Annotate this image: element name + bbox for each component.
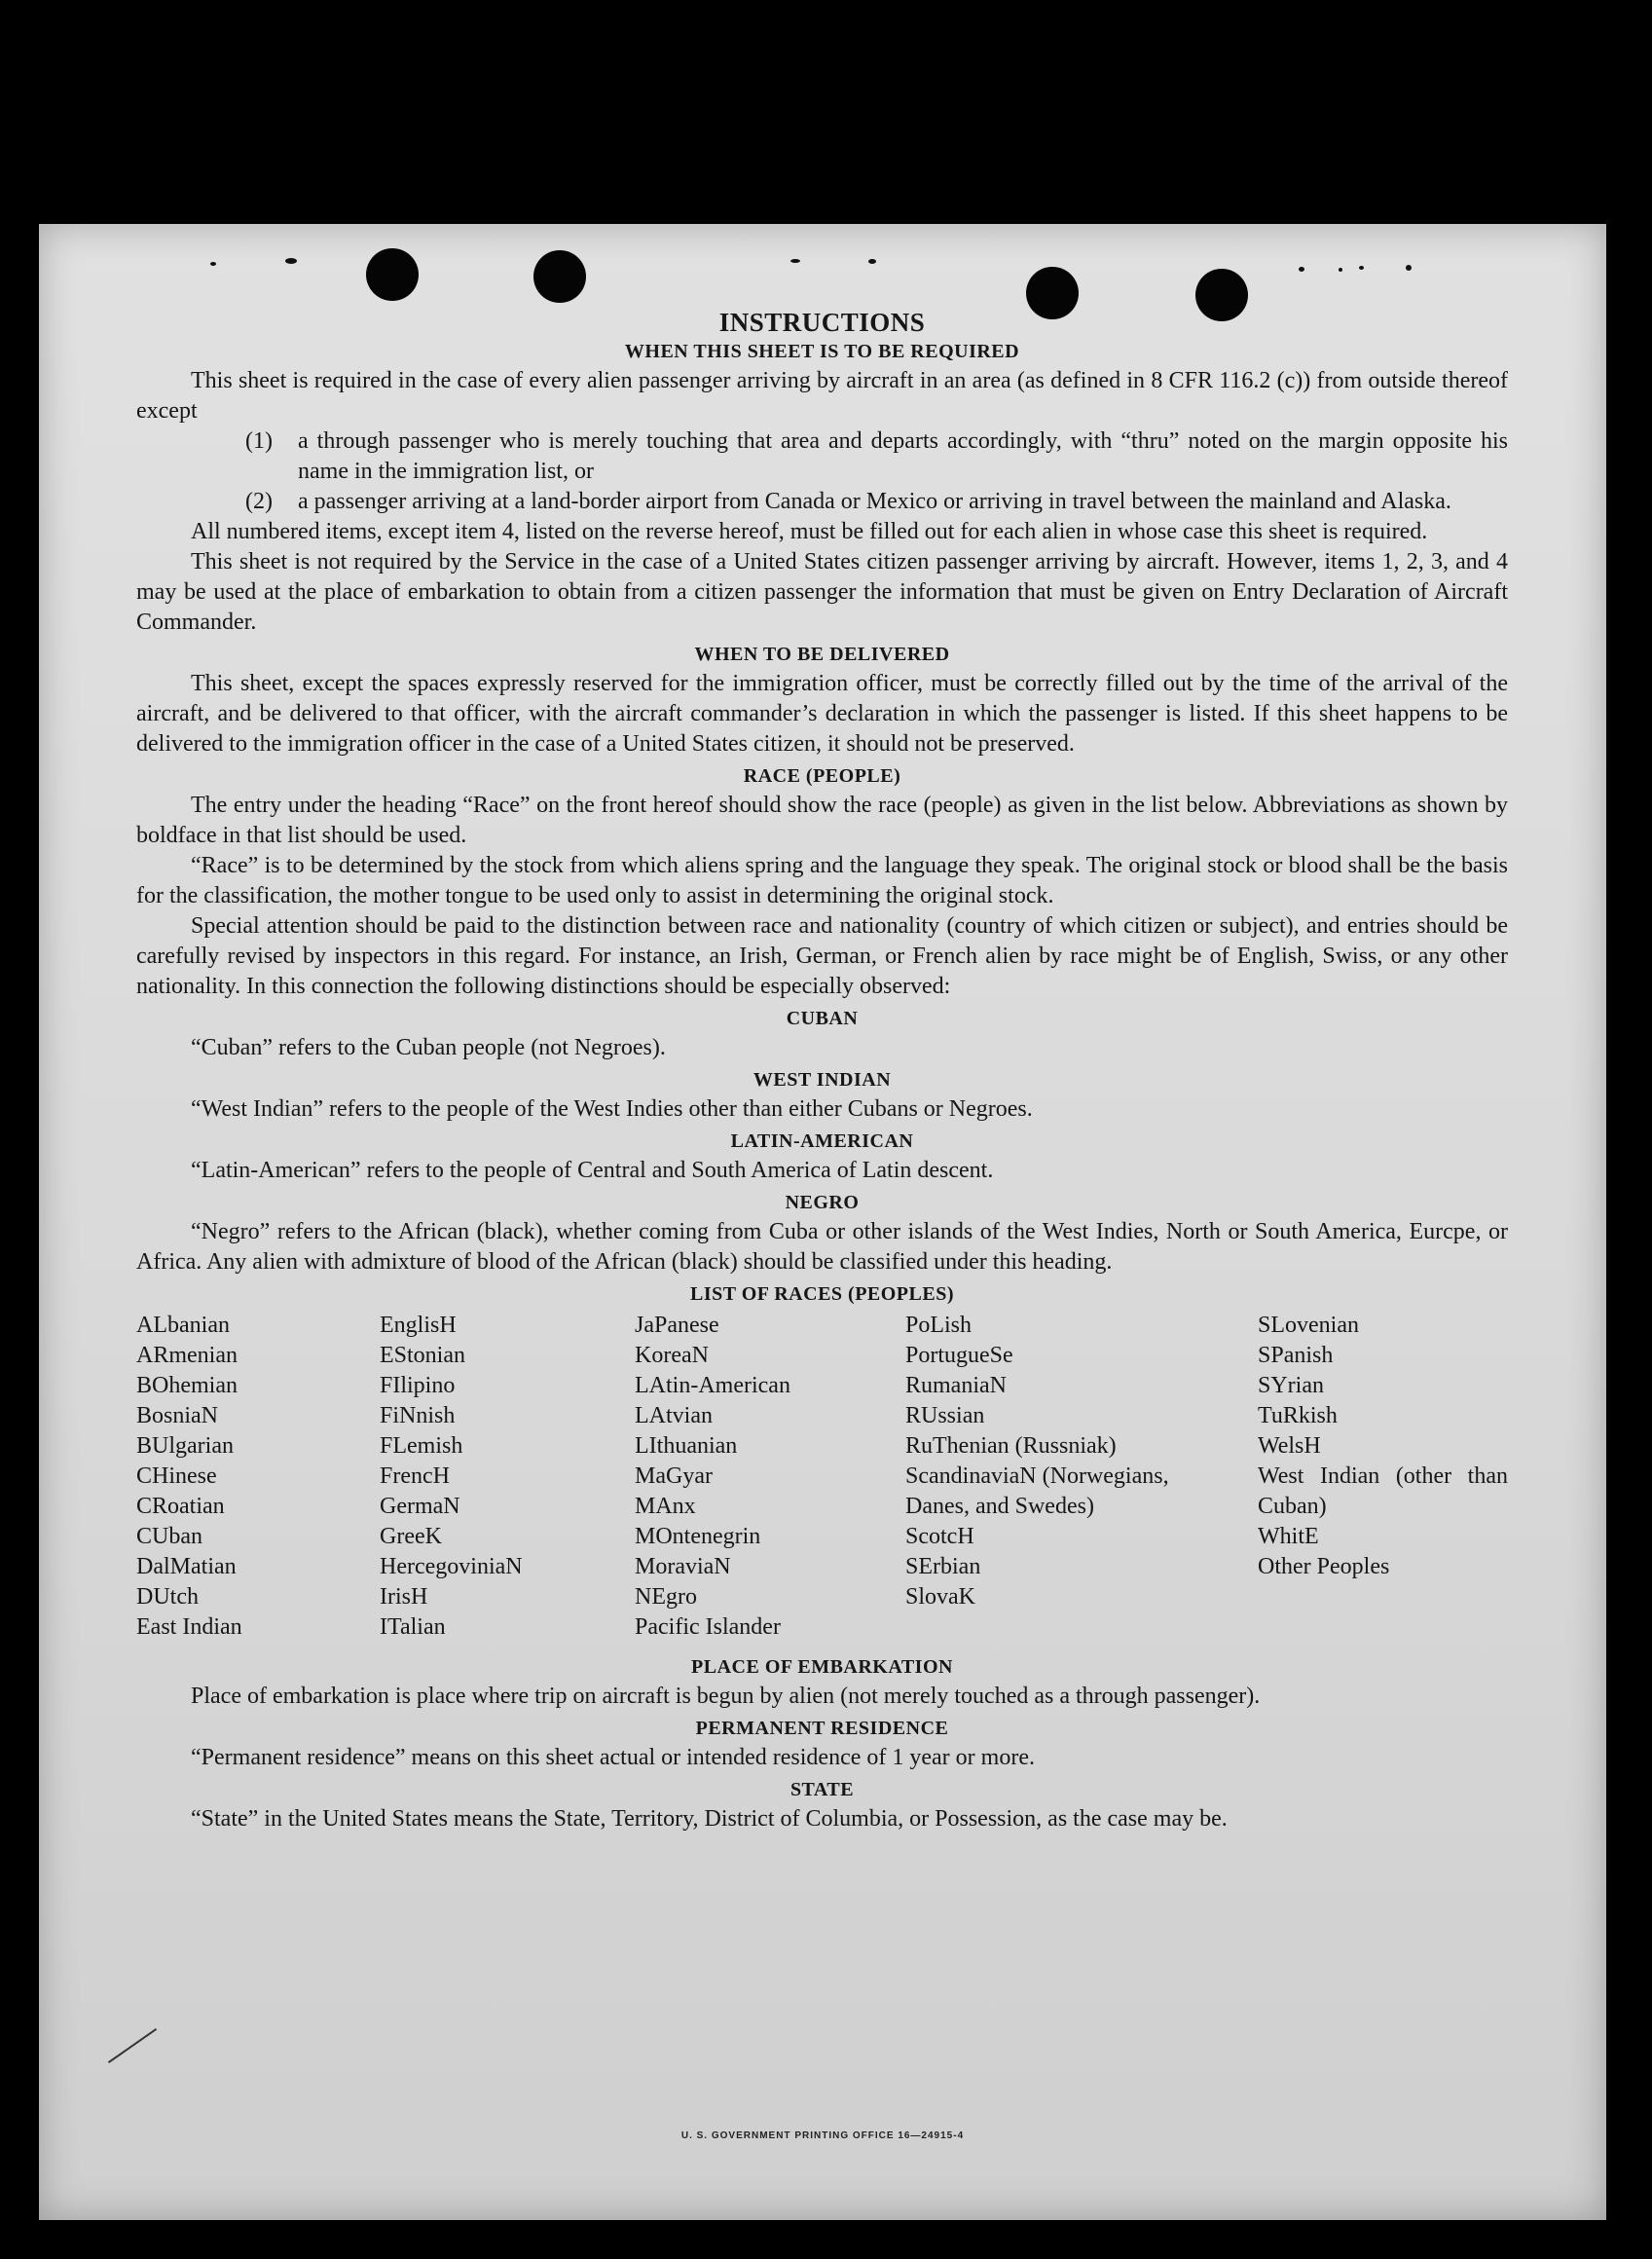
race-item: MOntenegrin — [635, 1524, 761, 1549]
latin-american-paragraph: “Latin-American” refers to the people of Central and South America of Latin descent. — [191, 1158, 994, 1183]
race-item: SLovenian — [1258, 1313, 1359, 1338]
race-item: FLemish — [380, 1433, 463, 1459]
race-item: WhitE — [1258, 1524, 1319, 1549]
race-column-2 — [380, 1311, 635, 1643]
race-item: SlovaK — [905, 1584, 975, 1610]
race-item: IrisH — [380, 1584, 428, 1610]
section-heading-when-delivered: WHEN TO BE DELIVERED — [694, 644, 950, 665]
section-heading-state: STATE — [789, 1779, 855, 1800]
race-item: Pacific Islander — [635, 1614, 781, 1640]
race-column-5 — [1258, 1311, 1508, 1643]
race-item: BUlgarian — [136, 1433, 234, 1459]
race-item: CUban — [136, 1524, 202, 1549]
section-heading-cuban: CUBAN — [786, 1008, 859, 1029]
race-item: LAtvian — [635, 1403, 713, 1428]
race-item: SPanish — [1258, 1343, 1334, 1368]
instructions-content — [136, 306, 1508, 1834]
race-paragraph-3: Special attention should be paid to the distinction between race and nationality (country of which citizen or subject), and entries should be carefully revised by inspectors in this regard. For instance, an Irish, German, or French alien by race might be of English, Swiss, or any other nationality. In this connection the following distinctions should be especially observed: — [136, 913, 1508, 999]
race-item: Other Peoples — [1258, 1554, 1390, 1579]
race-item: West Indian (other than Cuban) — [1258, 1463, 1508, 1519]
item-text: a through passenger who is merely touching that area and departs accordingly, with “thru” noted on the margin opposite his name in the immigration list, or — [298, 428, 1508, 484]
when-delivered-paragraph: This sheet, except the spaces expressly reserved for the immigration officer, must be correctly filled out by the time of the arrival of the aircraft, and be delivered to that officer, with the aircraft commander’s declaration in which the passenger is listed. If this sheet happens to be delivered to the immigration officer in the case of a United States citizen, it should not be preserved. — [136, 671, 1508, 757]
race-item: TuRkish — [1258, 1403, 1338, 1428]
race-column-3 — [635, 1311, 905, 1643]
race-item: MAnx — [635, 1494, 696, 1519]
punch-hole — [366, 248, 419, 301]
residence-paragraph: “Permanent residence” means on this sheet actual or intended residence of 1 year or more. — [191, 1745, 1035, 1770]
section-heading-latin-american: LATIN-AMERICAN — [730, 1130, 914, 1152]
section-heading-when-required: WHEN THIS SHEET IS TO BE REQUIRED — [624, 341, 1020, 362]
negro-paragraph: “Negro” refers to the African (black), whether coming from Cuba or other islands of the West Indies, North or South America, Eurcpe, or Africa. Any alien with admixture of blood of the African (black) should be classified under this heading. — [136, 1219, 1508, 1275]
race-item: RumaniaN — [905, 1373, 1007, 1398]
race-item: WelsH — [1258, 1433, 1321, 1459]
when-required-intro: This sheet is required in the case of every alien passenger arriving by aircraft in an area (as defined in 8 CFR 116.2 (c)) from outside thereof except — [136, 368, 1508, 424]
race-item: DalMatian — [136, 1554, 237, 1579]
section-heading-negro: NEGRO — [785, 1192, 860, 1213]
speck — [1406, 265, 1412, 271]
race-item: GreeK — [380, 1524, 442, 1549]
race-item: CRoatian — [136, 1494, 225, 1519]
race-item: FIlipino — [380, 1373, 456, 1398]
race-item: ScotcH — [905, 1524, 974, 1549]
race-item: GermaN — [380, 1494, 460, 1519]
race-item: DUtch — [136, 1584, 199, 1610]
printing-office-footer: U. S. GOVERNMENT PRINTING OFFICE 16—24915-4 — [680, 2130, 965, 2141]
section-heading-west-indian: WEST INDIAN — [753, 1069, 892, 1091]
race-item: PortugueSe — [905, 1343, 1013, 1368]
race-column-1 — [136, 1311, 380, 1643]
speck — [790, 259, 800, 263]
speck — [210, 262, 216, 266]
exception-item-1 — [245, 426, 1508, 487]
race-item: BOhemian — [136, 1373, 238, 1398]
item-number: (2) — [245, 489, 273, 514]
exception-item-2 — [245, 487, 1508, 517]
race-item: ALbanian — [136, 1313, 230, 1338]
page-title: INSTRUCTIONS — [718, 308, 926, 337]
section-heading-race: RACE (PEOPLE) — [743, 765, 901, 787]
speck — [868, 259, 876, 264]
race-item: EnglisH — [380, 1313, 457, 1338]
race-column-4 — [905, 1311, 1258, 1643]
race-item: LIthuanian — [635, 1433, 738, 1459]
race-item: KoreaN — [635, 1343, 709, 1368]
section-heading-residence: PERMANENT RESIDENCE — [695, 1718, 949, 1739]
west-indian-paragraph: “West Indian” refers to the people of the West Indies other than either Cubans or Negroes. — [191, 1096, 1033, 1122]
race-item: FiNnish — [380, 1403, 456, 1428]
speck — [1339, 268, 1342, 272]
race-item: BosniaN — [136, 1403, 218, 1428]
race-item: PoLish — [905, 1313, 973, 1338]
race-item: NEgro — [635, 1584, 697, 1610]
speck — [285, 258, 297, 264]
cuban-paragraph: “Cuban” refers to the Cuban people (not Negroes). — [191, 1035, 666, 1060]
race-paragraph-2: “Race” is to be determined by the stock from which aliens spring and the language they speak. The original stock or blood shall be the basis for the classification, the mother tongue to be used only to assist in determining the original stock. — [136, 853, 1508, 908]
speck — [1299, 267, 1304, 272]
race-item: East Indian — [136, 1614, 242, 1640]
speck — [1359, 266, 1364, 270]
race-item: HercegoviniaN — [380, 1554, 523, 1579]
race-item: JaPanese — [635, 1313, 719, 1338]
race-item: ScandinaviaN (Norwegians, Danes, and Swedes) — [905, 1463, 1169, 1519]
section-heading-embarkation: PLACE OF EMBARKATION — [691, 1656, 953, 1678]
state-paragraph: “State” in the United States means the State, Territory, District of Columbia, or Possession, as the case may be. — [191, 1806, 1228, 1832]
numbered-items-paragraph: All numbered items, except item 4, listed on the reverse hereof, must be filled out for each alien in whose case this sheet is required. — [191, 519, 1428, 544]
instruction-sheet — [39, 224, 1606, 2220]
race-item: LAtin-American — [635, 1373, 790, 1398]
race-item: MoraviaN — [635, 1554, 731, 1579]
race-item: RUssian — [905, 1403, 985, 1428]
race-item: CHinese — [136, 1463, 217, 1489]
section-heading-list-of-races: LIST OF RACES (PEOPLES) — [689, 1283, 954, 1305]
race-item: ITalian — [380, 1614, 446, 1640]
item-text: a passenger arriving at a land-border airport from Canada or Mexico or arriving in travel between the mainland and Alaska. — [298, 489, 1451, 514]
race-list — [136, 1311, 1508, 1643]
race-item: FrencH — [380, 1463, 450, 1489]
race-item: EStonian — [380, 1343, 465, 1368]
race-item: ARmenian — [136, 1343, 238, 1368]
embarkation-paragraph: Place of embarkation is place where trip on aircraft is begun by alien (not merely touched as a through passenger). — [191, 1684, 1261, 1709]
race-item: SYrian — [1258, 1373, 1324, 1398]
pen-mark — [108, 2028, 157, 2063]
race-item: SErbian — [905, 1554, 981, 1579]
race-item: RuThenian (Russniak) — [905, 1433, 1117, 1459]
punch-hole — [533, 250, 586, 303]
race-paragraph-1: The entry under the heading “Race” on the front hereof should show the race (people) as given in the list below. Abbreviations as shown by boldface in that list should be used. — [136, 793, 1508, 848]
race-item: MaGyar — [635, 1463, 713, 1489]
item-number: (1) — [245, 428, 273, 454]
citizen-paragraph: This sheet is not required by the Service in the case of a United States citizen passenger arriving by aircraft. However, items 1, 2, 3, and 4 may be used at the place of embarkation to obtain from a citizen passenger the information that must be given on Entry Declaration of Aircraft Commander. — [136, 549, 1508, 635]
